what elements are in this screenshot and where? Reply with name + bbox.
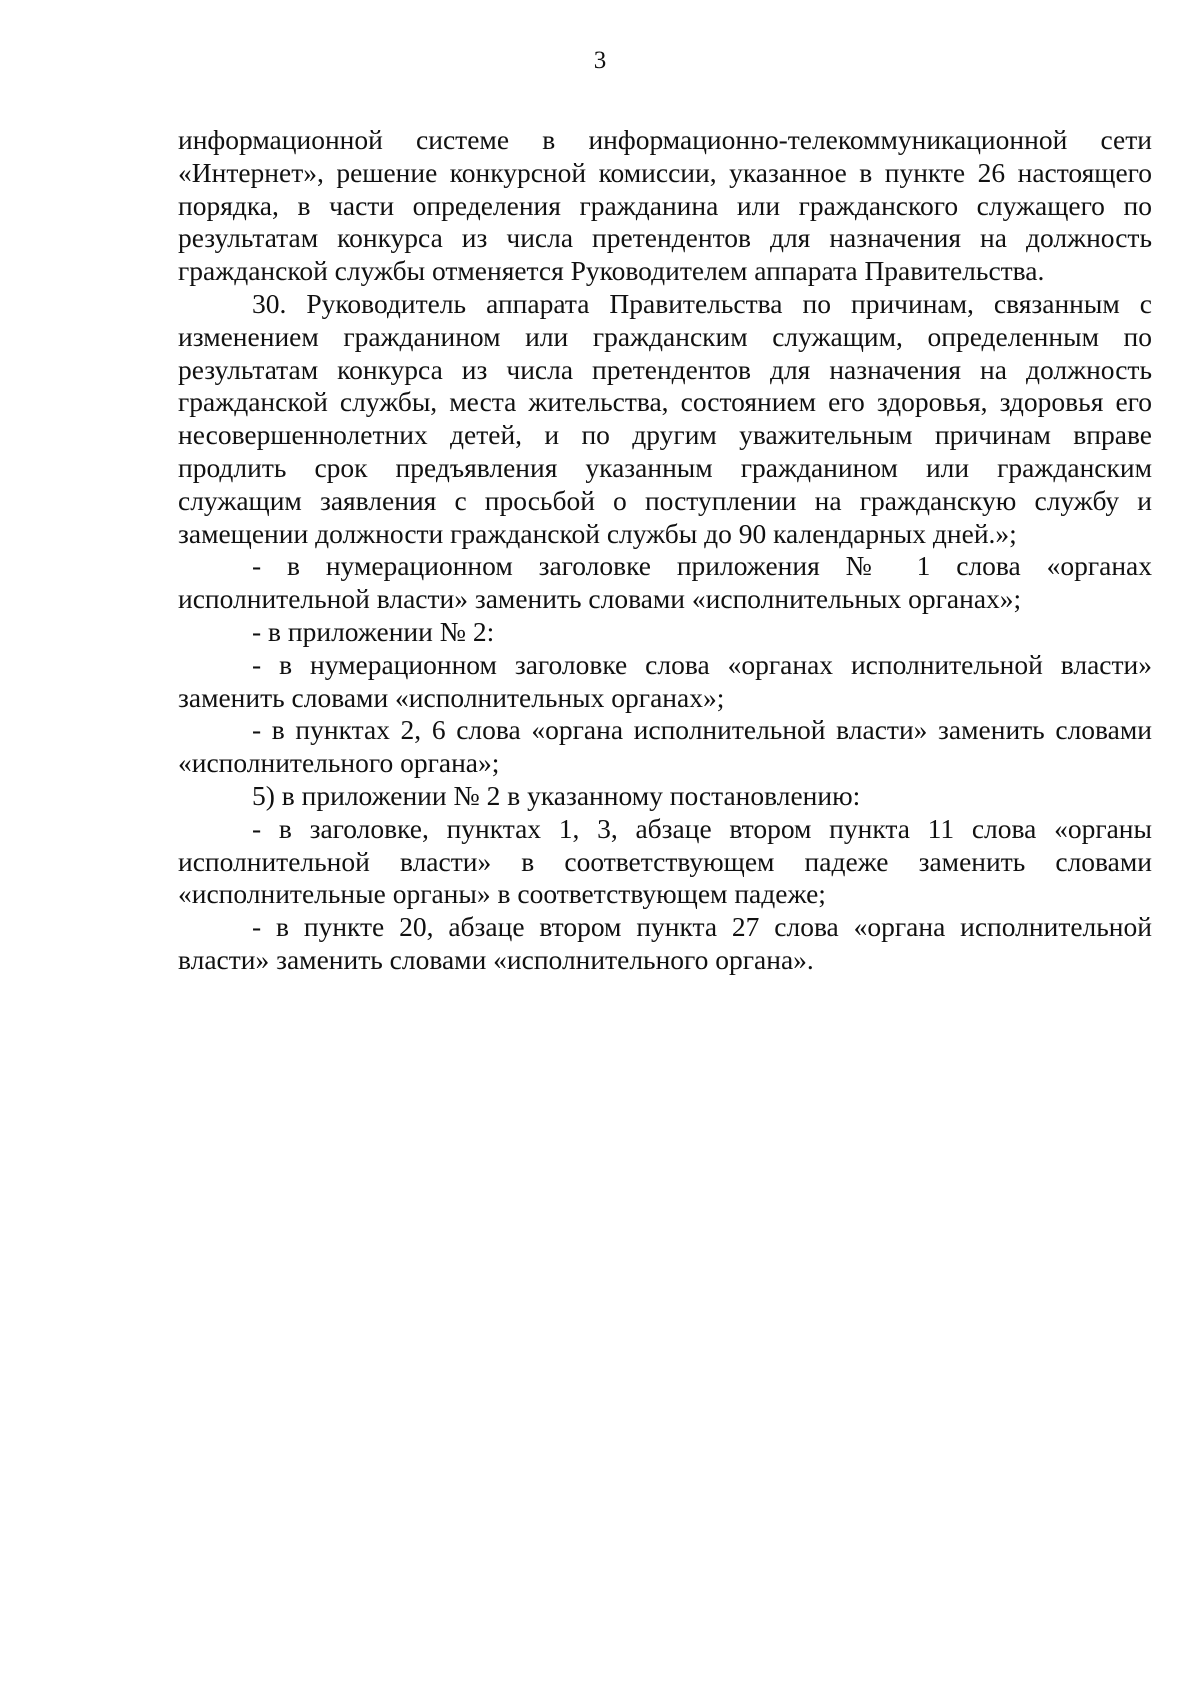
paragraph-item-5: 5) в приложении № 2 в указанному постановлению: (252, 779, 861, 811)
paragraph-appendix-2-heading: - в приложении № 2: (252, 615, 495, 647)
paragraph-continuation: информационной системе в информационно-телекоммуникационной сети «Интернет», решение конкурсной комиссии, указанное в пункте 26 настоящего порядка, в части определения гражданина или гражданского служащего по результатам конкурса из числа претендентов для назначения на должность гражданской службы отменяется Руководителем аппарата Правительства. (178, 124, 1152, 287)
paragraph-amendment-appendix-1: - в нумерационном заголовке приложения № 1 слова «органах исполнительной власти» заменить словами «исполнительных органах»; (178, 550, 1152, 615)
paragraph-amendment-numbered-heading: - в нумерационном заголовке слова «органах исполнительной власти» заменить словами «исполнительных органах»; (178, 648, 1152, 713)
document-body (178, 124, 1152, 977)
paragraph-item-30: 30. Руководитель аппарата Правительства по причинам, связанным с изменением гражданином или гражданским служащим, определенным по результатам конкурса из числа претендентов для назначения на должность гражданской службы, места жительства, состоянием его здоровья, здоровья его несовершеннолетних детей, и по другим уважительным причинам вправе продлить срок предъявления указанным гражданином или гражданским служащим заявления с просьбой о поступлении на гражданскую службу и замещении должности гражданской службы до 90 календарных дней.»; (178, 287, 1152, 549)
page-number: 3 (593, 47, 607, 74)
paragraph-amendment-items-2-6: - в пунктах 2, 6 слова «органа исполнительной власти» заменить словами «исполнительного органа»; (178, 714, 1152, 779)
paragraph-amendment-item-20-27: - в пункте 20, абзаце втором пункта 27 слова «органа исполнительной власти» заменить словами «исполнительного органа». (178, 911, 1152, 975)
paragraph-amendment-heading-items: - в заголовке, пунктах 1, 3, абзаце втором пункта 11 слова «органы исполнительной власти» в соответствующем падеже заменить словами «исполнительные органы» в соответствующем падеже; (178, 812, 1152, 910)
